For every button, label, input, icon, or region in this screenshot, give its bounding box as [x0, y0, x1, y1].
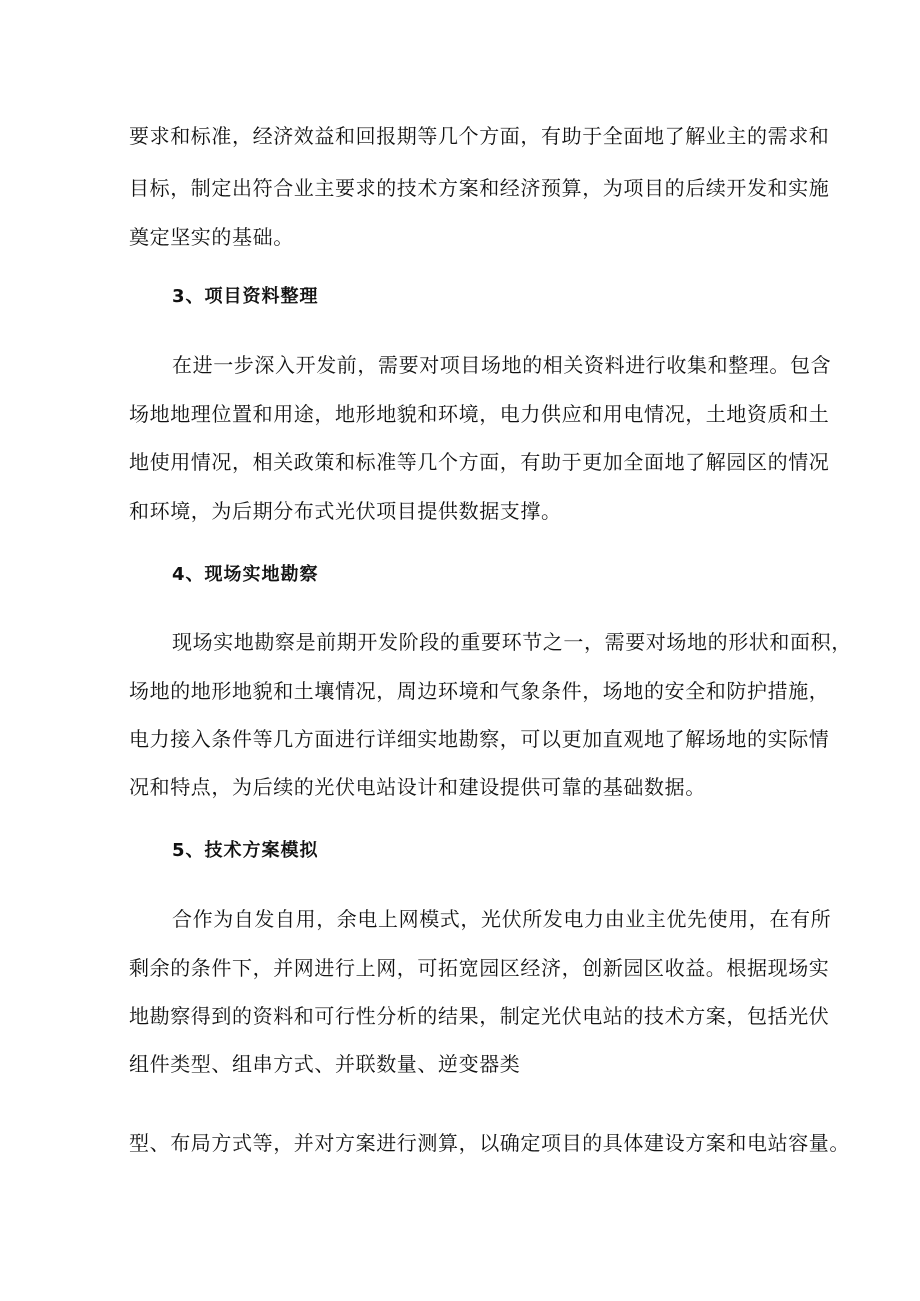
- section-3-heading: 3、项目资料整理: [172, 286, 319, 307]
- section-4-heading: 4、现场实地勘察: [172, 564, 319, 585]
- section-3-line-4: 和环境，为后期分布式光伏项目提供数据支撑。: [129, 499, 562, 523]
- section-5-line-3: 地勘察得到的资料和可行性分析的结果，制定光伏电站的技术方案，包括光伏: [129, 1004, 830, 1028]
- section-5-line-5: 型、布局方式等，并对方案进行测算，以确定项目的具体建设方案和电站容量。: [129, 1131, 850, 1155]
- intro-line-1: 要求和标准，经济效益和回报期等几个方面，有助于全面地了解业主的需求和: [129, 124, 830, 148]
- section-3-line-1: 在进一步深入开发前，需要对项目场地的相关资料进行收集和整理。包含: [172, 353, 832, 377]
- section-5-heading: 5、技术方案模拟: [172, 840, 319, 861]
- section-5-line-2: 剩余的条件下，并网进行上网，可拓宽园区经济，创新园区收益。根据现场实: [129, 956, 830, 980]
- section-4-line-2: 场地的地形地貌和土壤情况，周边环境和气象条件，场地的安全和防护措施，: [129, 679, 830, 703]
- section-5-line-4: 组件类型、组串方式、并联数量、逆变器类: [129, 1052, 521, 1076]
- intro-line-3: 奠定坚实的基础。: [129, 225, 294, 249]
- intro-line-2: 目标，制定出符合业主要求的技术方案和经济预算，为项目的后续开发和实施: [129, 176, 830, 200]
- section-4-line-3: 电力接入条件等几方面进行详细实地勘察，可以更加直观地了解场地的实际情: [129, 727, 830, 751]
- section-4-line-1: 现场实地勘察是前期开发阶段的重要环节之一，需要对场地的形状和面积，: [172, 630, 852, 654]
- section-3-line-3: 地使用情况，相关政策和标准等几个方面，有助于更加全面地了解园区的情况: [129, 450, 830, 474]
- section-5-line-1: 合作为自发自用，余电上网模式，光伏所发电力由业主优先使用，在有所: [172, 907, 832, 931]
- section-4-line-4: 况和特点，为后续的光伏电站设计和建设提供可靠的基础数据。: [129, 775, 706, 799]
- section-3-line-2: 场地地理位置和用途，地形地貌和环境，电力供应和用电情况，土地资质和土: [129, 402, 830, 426]
